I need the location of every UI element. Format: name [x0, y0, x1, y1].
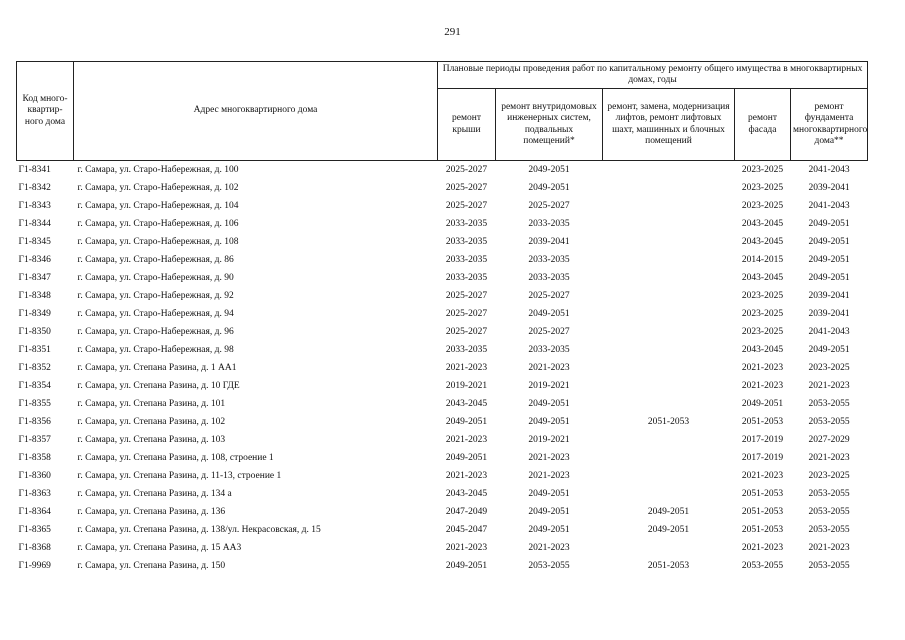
cell-foundation: 2049-2051: [808, 273, 850, 283]
table-row: [17, 269, 868, 287]
cell-code: Г1-8346: [18, 255, 51, 265]
cell-engineering: 2033-2035: [528, 255, 570, 265]
cell-roof: 2033-2035: [445, 273, 488, 283]
cell-facade: 2023-2025: [741, 309, 784, 319]
cell-roof: 2025-2027: [445, 201, 488, 211]
cell-engineering: 2049-2051: [496, 161, 603, 180]
cell-roof: 2043-2045: [445, 399, 488, 409]
table-row: [17, 431, 868, 449]
cell-code: Г1-8342: [18, 183, 51, 193]
cell-code: Г1-8368: [18, 543, 51, 553]
cell-roof: 2021-2023: [445, 543, 488, 553]
cell-address: г. Самара, ул. Степана Разина, д. 101: [77, 399, 226, 409]
cell-address: г. Самара, ул. Старо-Набережная, д. 108: [77, 237, 239, 247]
cell-foundation: 2041-2043: [808, 201, 850, 211]
header-facade: ремонт фасада: [735, 89, 791, 161]
cell-lifts: [603, 341, 735, 359]
cell-lifts: [603, 431, 735, 449]
cell-lifts: 2051-2053: [647, 561, 690, 571]
cell-address: г. Самара, ул. Старо-Набережная, д. 86: [77, 255, 234, 265]
cell-lifts: [603, 251, 735, 269]
cell-foundation: 2049-2051: [808, 237, 850, 247]
cell-facade: 2043-2045: [741, 273, 784, 283]
cell-roof: 2033-2035: [445, 345, 488, 355]
cell-address: г. Самара, ул. Степана Разина, д. 15 АА3: [77, 543, 242, 553]
capital-repair-table: [16, 61, 868, 575]
cell-engineering: 2049-2051: [528, 417, 570, 427]
cell-foundation: 2053-2055: [808, 525, 850, 535]
cell-address: г. Самара, ул. Степана Разина, д. 134 а: [77, 489, 232, 499]
cell-address: г. Самара, ул. Старо-Набережная, д. 102: [77, 183, 239, 193]
cell-roof: 2025-2027: [445, 327, 488, 337]
table-row: [17, 305, 868, 323]
cell-facade: 2051-2053: [741, 489, 784, 499]
cell-facade: 2043-2045: [741, 219, 784, 229]
cell-code: Г1-8355: [18, 399, 51, 409]
cell-code: Г1-8349: [18, 309, 51, 319]
cell-foundation: 2039-2041: [808, 309, 850, 319]
cell-engineering: 2053-2055: [528, 561, 570, 571]
cell-code: Г1-8356: [18, 417, 51, 427]
cell-engineering: 2019-2021: [528, 381, 570, 391]
cell-roof: 2049-2051: [445, 561, 488, 571]
cell-address: г. Самара, ул. Старо-Набережная, д. 94: [77, 309, 234, 319]
cell-facade: 2051-2053: [741, 525, 784, 535]
cell-facade: 2053-2055: [741, 561, 784, 571]
cell-engineering: 2021-2023: [528, 453, 570, 463]
cell-facade: 2049-2051: [741, 399, 784, 409]
cell-foundation: 2041-2043: [808, 327, 850, 337]
cell-lifts: [603, 377, 735, 395]
cell-code: Г1-8348: [18, 291, 51, 301]
cell-lifts: 2051-2053: [647, 417, 690, 427]
cell-foundation: 2049-2051: [808, 345, 850, 355]
cell-lifts: 2049-2051: [647, 525, 690, 535]
table-row: [17, 377, 868, 395]
cell-facade: 2014-2015: [741, 255, 784, 265]
cell-address: г. Самара, ул. Степана Разина, д. 138/ул. Некрасовская, д. 15: [77, 525, 321, 535]
header-group: Плановые периоды проведения работ по капитальному ремонту общего имущества в многоквартирных домах, годы: [438, 62, 868, 89]
cell-foundation: 2053-2055: [808, 507, 850, 517]
cell-code: Г1-8350: [18, 327, 51, 337]
cell-address: г. Самара, ул. Старо-Набережная, д. 98: [77, 345, 234, 355]
table-row: [17, 557, 868, 575]
cell-facade: 2051-2053: [741, 507, 784, 517]
cell-lifts: [603, 197, 735, 215]
table-row: [17, 413, 868, 431]
cell-engineering: 2025-2027: [528, 327, 570, 337]
cell-engineering: 2039-2041: [528, 237, 570, 247]
cell-lifts: [603, 467, 735, 485]
cell-engineering: 2049-2051: [528, 309, 570, 319]
cell-code: Г1-8341: [17, 161, 74, 180]
cell-foundation: 2053-2055: [808, 417, 850, 427]
cell-engineering: 2025-2027: [528, 201, 570, 211]
header-engineering: ремонт внутридомовых инженерных систем, подвальных помещений*: [496, 89, 603, 161]
cell-engineering: 2033-2035: [528, 345, 570, 355]
cell-foundation: 2023-2025: [808, 363, 850, 373]
cell-engineering: 2033-2035: [528, 273, 570, 283]
cell-code: Г1-8351: [18, 345, 51, 355]
table-row: [17, 233, 868, 251]
header-address: Адрес многоквартирного дома: [74, 62, 438, 161]
cell-address: г. Самара, ул. Старо-Набережная, д. 106: [77, 219, 239, 229]
cell-facade: 2021-2023: [741, 471, 784, 481]
cell-foundation: 2053-2055: [808, 489, 850, 499]
cell-engineering: 2049-2051: [528, 183, 570, 193]
table-row: [17, 503, 868, 521]
table-row: [17, 323, 868, 341]
cell-code: Г1-8347: [18, 273, 51, 283]
cell-foundation: 2041-2043: [791, 161, 868, 180]
cell-lifts: [603, 395, 735, 413]
cell-code: Г1-8363: [18, 489, 51, 499]
cell-roof: 2025-2027: [445, 309, 488, 319]
cell-foundation: 2053-2055: [808, 399, 850, 409]
table-row: [17, 539, 868, 557]
table-row: [17, 521, 868, 539]
cell-foundation: 2027-2029: [808, 435, 850, 445]
cell-lifts: [603, 179, 735, 197]
cell-lifts: [603, 359, 735, 377]
cell-address: г. Самара, ул. Степана Разина, д. 1 АА1: [77, 363, 237, 373]
cell-address: г. Самара, ул. Старо-Набережная, д. 96: [77, 327, 234, 337]
table-body: [17, 161, 868, 576]
cell-foundation: 2021-2023: [808, 543, 850, 553]
cell-lifts: [603, 287, 735, 305]
table-row: [17, 467, 868, 485]
cell-engineering: 2049-2051: [528, 525, 570, 535]
cell-code: Г1-8354: [18, 381, 51, 391]
cell-facade: 2017-2019: [741, 453, 784, 463]
cell-foundation: 2049-2051: [808, 219, 850, 229]
cell-engineering: 2025-2027: [528, 291, 570, 301]
cell-roof: 2025-2027: [445, 183, 488, 193]
cell-engineering: 2049-2051: [528, 399, 570, 409]
cell-code: Г1-8357: [18, 435, 51, 445]
cell-facade: 2021-2023: [741, 381, 784, 391]
cell-roof: 2049-2051: [445, 417, 488, 427]
cell-roof: 2019-2021: [445, 381, 488, 391]
table-row: [17, 251, 868, 269]
cell-address: г. Самара, ул. Степана Разина, д. 10 ГДЕ: [77, 381, 240, 391]
cell-roof: 2033-2035: [445, 237, 488, 247]
cell-engineering: 2021-2023: [528, 543, 570, 553]
cell-lifts: [603, 305, 735, 323]
cell-facade: 2043-2045: [741, 237, 784, 247]
table-row: [17, 161, 868, 180]
cell-lifts: [603, 215, 735, 233]
table-row: [17, 197, 868, 215]
cell-engineering: 2019-2021: [528, 435, 570, 445]
cell-roof: 2025-2027: [438, 161, 496, 180]
table-row: [17, 485, 868, 503]
cell-roof: 2049-2051: [445, 453, 488, 463]
cell-engineering: 2021-2023: [528, 471, 570, 481]
cell-engineering: 2049-2051: [528, 489, 570, 499]
cell-address: г. Самара, ул. Степана Разина, д. 136: [77, 507, 226, 517]
page-number: 291: [444, 26, 461, 38]
cell-code: Г1-9969: [18, 561, 51, 571]
cell-lifts: [603, 161, 735, 180]
table-row: [17, 449, 868, 467]
cell-engineering: 2033-2035: [528, 219, 570, 229]
cell-lifts: [603, 539, 735, 557]
cell-lifts: [603, 323, 735, 341]
cell-code: Г1-8358: [18, 453, 51, 463]
header-roof: ремонт крыши: [438, 89, 496, 161]
table-row: [17, 215, 868, 233]
cell-facade: 2023-2025: [741, 201, 784, 211]
cell-engineering: 2049-2051: [528, 507, 570, 517]
cell-code: Г1-8343: [18, 201, 51, 211]
cell-address: г. Самара, ул. Старо-Набережная, д. 100: [74, 161, 438, 180]
cell-foundation: 2023-2025: [808, 471, 850, 481]
cell-foundation: 2021-2023: [808, 381, 850, 391]
cell-address: г. Самара, ул. Старо-Набережная, д. 104: [77, 201, 239, 211]
cell-address: г. Самара, ул. Старо-Набережная, д. 90: [77, 273, 234, 283]
cell-foundation: 2049-2051: [808, 255, 850, 265]
cell-facade: 2043-2045: [741, 345, 784, 355]
cell-facade: 2017-2019: [741, 435, 784, 445]
table-row: [17, 287, 868, 305]
cell-roof: 2025-2027: [445, 291, 488, 301]
cell-code: Г1-8365: [18, 525, 51, 535]
cell-foundation: 2021-2023: [808, 453, 850, 463]
cell-roof: 2021-2023: [445, 435, 488, 445]
header-code: Код много-квартир-ного дома: [17, 62, 74, 161]
header-foundation: ремонт фундамента многоквартирного дома**: [791, 89, 868, 161]
table-row: [17, 395, 868, 413]
cell-address: г. Самара, ул. Степана Разина, д. 102: [77, 417, 226, 427]
cell-address: г. Самара, ул. Старо-Набережная, д. 92: [77, 291, 234, 301]
cell-facade: 2021-2023: [741, 363, 784, 373]
cell-roof: 2043-2045: [445, 489, 488, 499]
cell-lifts: [603, 449, 735, 467]
cell-facade: 2023-2025: [741, 327, 784, 337]
cell-roof: 2033-2035: [445, 255, 488, 265]
cell-foundation: 2039-2041: [808, 291, 850, 301]
cell-lifts: 2049-2051: [647, 507, 690, 517]
cell-address: г. Самара, ул. Степана Разина, д. 11-13, строение 1: [77, 471, 282, 481]
cell-code: Г1-8345: [18, 237, 51, 247]
cell-roof: 2045-2047: [445, 525, 488, 535]
table-header: [17, 62, 868, 161]
cell-facade: 2023-2025: [735, 161, 791, 180]
cell-lifts: [603, 269, 735, 287]
cell-code: Г1-8360: [18, 471, 51, 481]
table-row: [17, 341, 868, 359]
cell-address: г. Самара, ул. Степана Разина, д. 108, строение 1: [77, 453, 274, 463]
cell-facade: 2023-2025: [741, 183, 784, 193]
cell-code: Г1-8364: [18, 507, 51, 517]
cell-roof: 2047-2049: [445, 507, 488, 517]
cell-foundation: 2039-2041: [808, 183, 850, 193]
cell-foundation: 2053-2055: [808, 561, 850, 571]
table-row: [17, 179, 868, 197]
cell-address: г. Самара, ул. Степана Разина, д. 150: [77, 561, 226, 571]
header-lifts: ремонт, замена, модернизация лифтов, ремонт лифтовых шахт, машинных и блочных помещений: [603, 89, 735, 161]
cell-engineering: 2021-2023: [528, 363, 570, 373]
cell-facade: 2051-2053: [741, 417, 784, 427]
cell-address: г. Самара, ул. Степана Разина, д. 103: [77, 435, 226, 445]
cell-facade: 2021-2023: [741, 543, 784, 553]
cell-lifts: [603, 485, 735, 503]
cell-roof: 2021-2023: [445, 363, 488, 373]
cell-code: Г1-8344: [18, 219, 51, 229]
table-row: [17, 359, 868, 377]
cell-code: Г1-8352: [18, 363, 51, 373]
cell-facade: 2023-2025: [741, 291, 784, 301]
cell-roof: 2021-2023: [445, 471, 488, 481]
cell-lifts: [603, 233, 735, 251]
cell-roof: 2033-2035: [445, 219, 488, 229]
